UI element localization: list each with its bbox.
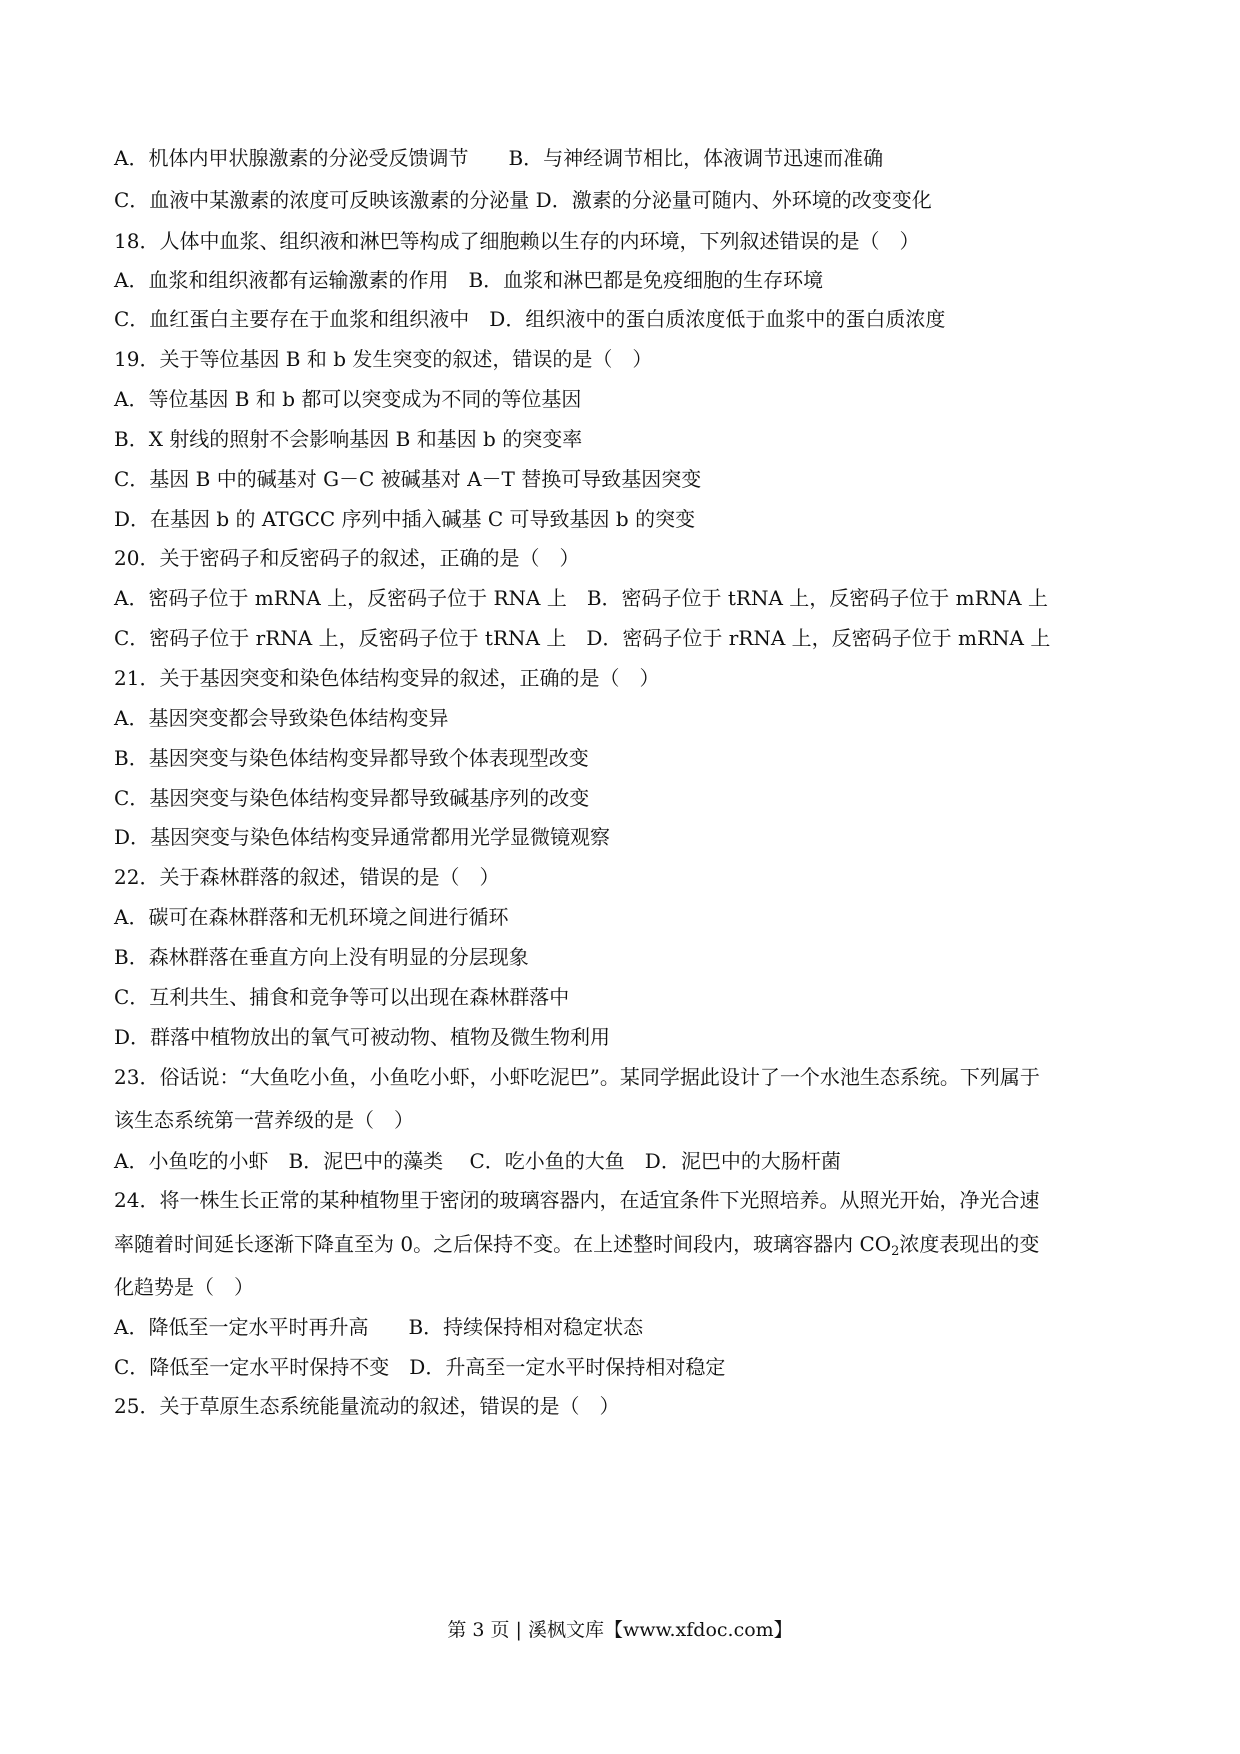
q21-option-a: A．基因突变都会导致染色体结构变异 xyxy=(114,706,449,730)
q24-stem-line2 xyxy=(114,1230,1134,1258)
q23-stem-line2: 该生态系统第一营养级的是（ ） xyxy=(114,1108,414,1132)
q22-stem: 22．关于森林群落的叙述，错误的是（ ） xyxy=(114,865,500,889)
q24-options-cd: C．降低至一定水平时保持不变 D．升高至一定水平时保持相对稳定 xyxy=(114,1355,726,1379)
q20-options-ab: A．密码子位于 mRNA 上，反密码子位于 RNA 上 B．密码子位于 tRNA 上，反密码子位于 mRNA 上 xyxy=(114,586,1048,610)
q22-option-b: B．森林群落在垂直方向上没有明显的分层现象 xyxy=(114,945,529,969)
q22-option-d: D．群落中植物放出的氧气可被动物、植物及微生物利用 xyxy=(114,1025,611,1049)
q20-stem: 20．关于密码子和反密码子的叙述，正确的是（ ） xyxy=(114,546,580,570)
q22-option-a: A．碳可在森林群落和无机环境之间进行循环 xyxy=(114,905,509,929)
q21-stem: 21．关于基因突变和染色体结构变异的叙述，正确的是（ ） xyxy=(114,666,660,690)
q24-stem-line1: 24．将一株生长正常的某种植物里于密闭的玻璃容器内，在适宜条件下光照培养。从照光开始，净光合速 xyxy=(114,1188,1040,1212)
co2-subscript: 2 xyxy=(891,1244,900,1259)
q24-stem-line2-tail: 浓度表现出的变 xyxy=(899,1232,1040,1256)
q18-options-ab: A．血浆和组织液都有运输激素的作用 B．血浆和淋巴都是免疫细胞的生存环境 xyxy=(114,268,824,292)
q23-stem-line1: 23．俗话说：“大鱼吃小鱼，小鱼吃小虾，小虾吃泥巴”。某同学据此设计了一个水池生态系统。下列属于 xyxy=(114,1065,1040,1089)
q23-options: A．小鱼吃的小虾 B．泥巴中的藻类 C．吃小鱼的大鱼 D．泥巴中的大肠杆菌 xyxy=(114,1149,841,1173)
q24-stem-line2-main: 率随着时间延长逐渐下降直至为 0。之后保持不变。在上述整时间段内，玻璃容器内 CO xyxy=(114,1232,892,1256)
q18-options-cd: C．血红蛋白主要存在于血浆和组织液中 D．组织液中的蛋白质浓度低于血浆中的蛋白质浓度 xyxy=(114,307,946,331)
q18-stem: 18．人体中血浆、组织液和淋巴等构成了细胞赖以生存的内环境，下列叙述错误的是（ ） xyxy=(114,229,920,253)
q19-stem: 19．关于等位基因 B 和 b 发生突变的叙述，错误的是（ ） xyxy=(114,347,653,371)
q19-option-d: D．在基因 b 的 ATGCC 序列中插入碱基 C 可导致基因 b 的突变 xyxy=(114,507,696,531)
q20-options-cd: C．密码子位于 rRNA 上，反密码子位于 tRNA 上 D．密码子位于 rRNA 上，反密码子位于 mRNA 上 xyxy=(114,626,1051,650)
q21-option-b: B．基因突变与染色体结构变异都导致个体表现型改变 xyxy=(114,746,589,770)
q24-stem-line3: 化趋势是（ ） xyxy=(114,1275,254,1299)
q21-option-d: D．基因突变与染色体结构变异通常都用光学显微镜观察 xyxy=(114,825,611,849)
q25-stem: 25．关于草原生态系统能量流动的叙述，错误的是（ ） xyxy=(114,1394,620,1418)
q19-option-b: B．X 射线的照射不会影响基因 B 和基因 b 的突变率 xyxy=(114,427,583,451)
page-footer: 第 3 页 | 溪枫文库【www.xfdoc.com】 xyxy=(447,1619,793,1641)
q19-option-a: A．等位基因 B 和 b 都可以突变成为不同的等位基因 xyxy=(114,387,582,411)
q22-option-c: C．互利共生、捕食和竞争等可以出现在森林群落中 xyxy=(114,985,570,1009)
q17-options-ab: A．机体内甲状腺激素的分泌受反馈调节 B．与神经调节相比，体液调节迅速而准确 xyxy=(114,146,884,170)
q17-options-cd: C．血液中某激素的浓度可反映该激素的分泌量 D．激素的分泌量可随内、外环境的改变变化 xyxy=(114,188,932,212)
q24-options-ab: A．降低至一定水平时再升高 B．持续保持相对稳定状态 xyxy=(114,1315,644,1339)
q19-option-c: C．基因 B 中的碱基对 G－C 被碱基对 A－T 替换可导致基因突变 xyxy=(114,467,702,491)
q21-option-c: C．基因突变与染色体结构变异都导致碱基序列的改变 xyxy=(114,786,590,810)
